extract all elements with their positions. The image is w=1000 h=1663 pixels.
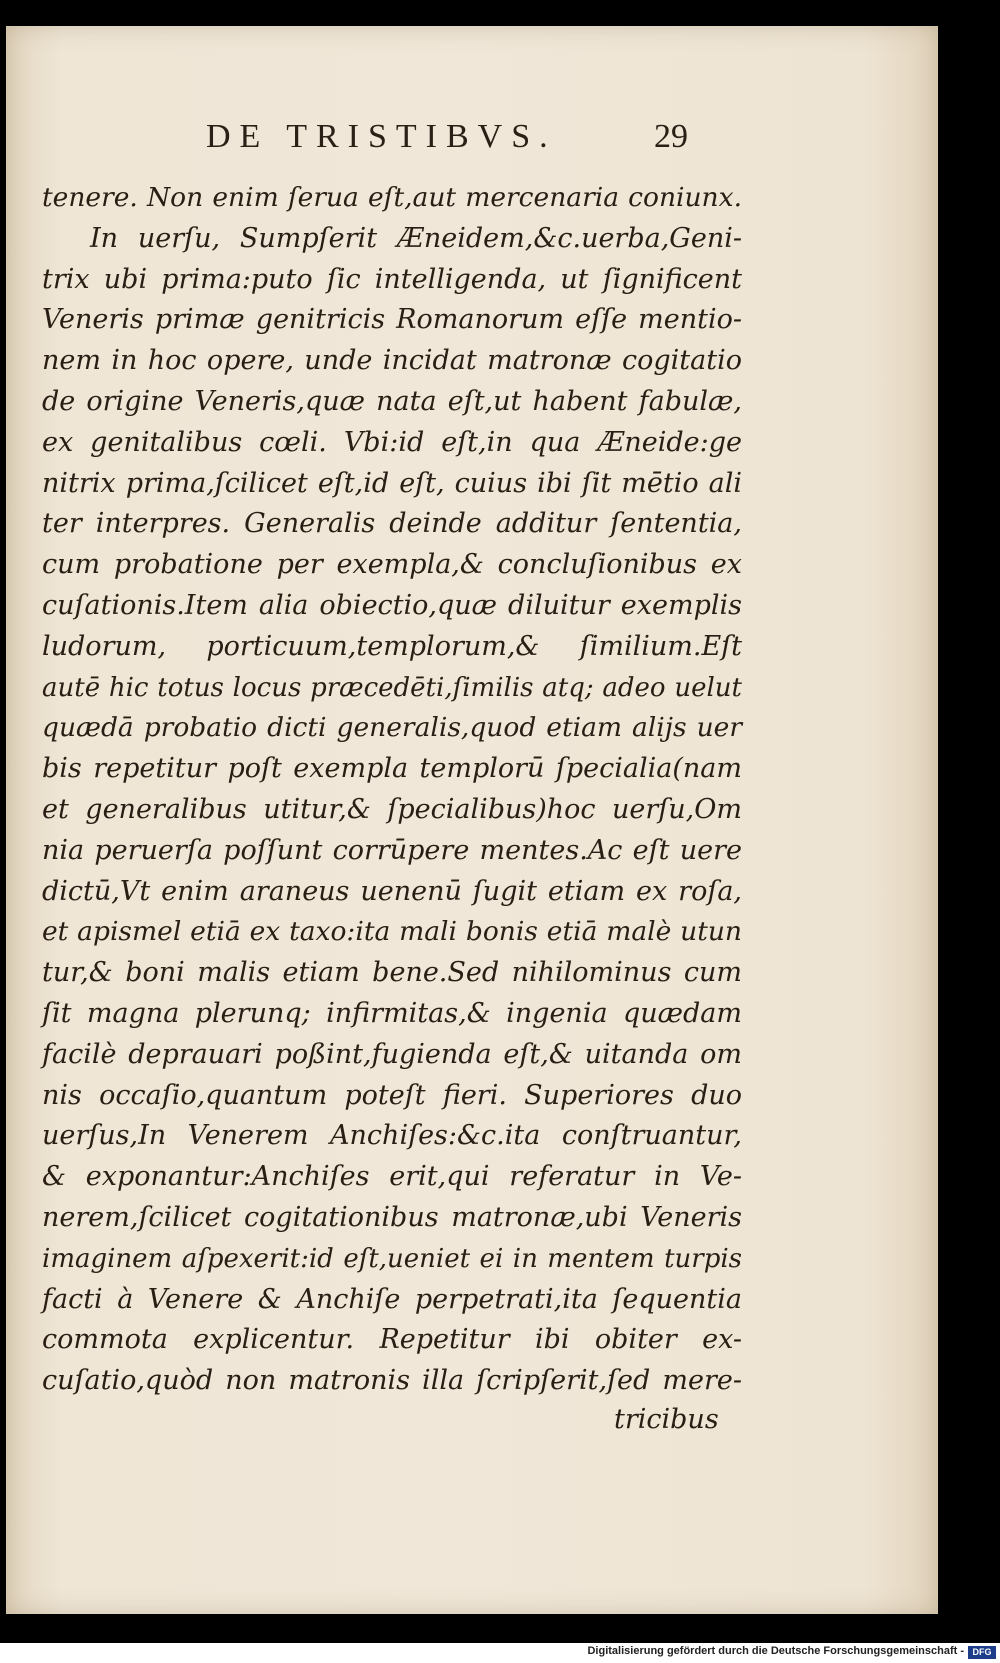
- text-line: nitrix prima,ſcilicet eſt,id eſt, cuius ibi ſit mētio ali: [42, 467, 742, 499]
- book-page: [6, 26, 938, 1614]
- dfg-logo-icon: DFG: [968, 1646, 996, 1659]
- text-line: commota explicentur. Repetitur ibi obiter ex-: [42, 1324, 742, 1356]
- text-line: tenere. Non enim ſerua eſt,aut mercenaria coniunx.: [42, 182, 742, 213]
- text-line: imaginem aſpexerit:id eſt,ueniet ei in mentem turpis: [42, 1243, 742, 1274]
- text-line: nis occaſio,quantum poteſt fieri. Superiores duo: [42, 1079, 742, 1111]
- page-header: [6, 118, 938, 164]
- text-line: et generalibus utitur,& ſpecialibus)hoc uerſu,Om: [42, 793, 742, 825]
- text-line: et apismel etiā ex taxo:ita mali bonis etiā malè utun: [42, 916, 742, 948]
- text-line: nem in hoc opere, unde incidat matronæ cogitatio: [42, 345, 742, 377]
- text-line: cuſationis.Item alia obiectio,quæ diluitur exemplis: [42, 589, 742, 621]
- text-line: facti à Venere & Anchiſe perpetrati,ita ſequentia: [42, 1283, 742, 1315]
- text-line: autē hic totus locus præcedēti,ſimilis atq; adeo uelut: [42, 672, 742, 703]
- text-line: cum probatione per exempla,& concluſionibus ex: [42, 549, 742, 581]
- body-text: [42, 178, 742, 1402]
- text-line: ludorum, porticuum,templorum,& ſimilium.Eſt: [42, 630, 742, 662]
- text-line: facilè deprauari poßint,fugienda eſt,& uitanda om: [42, 1038, 742, 1070]
- text-line: ter interpres. Generalis deinde additur ſententia,: [42, 508, 742, 540]
- text-line: In uerſu, Sumpſerit Æneidem,&c.uerba,Geni-: [90, 222, 742, 254]
- text-line: & exponantur:Anchiſes erit,qui referatur in Ve-: [42, 1161, 742, 1193]
- text-line: quædā probatio dicti generalis,quod etiam alijs uer: [42, 712, 742, 744]
- text-line: trix ubi prima:puto ſic intelligenda, ut ſignificent: [42, 263, 742, 295]
- digitization-footer: [0, 1643, 1000, 1663]
- text-line: cuſatio,quòd non matronis illa ſcripſerit,ſed mere-: [42, 1365, 742, 1397]
- text-line: ſit magna plerunq; infirmitas,& ingenia quædam: [42, 997, 742, 1029]
- running-head: DE TRISTIBVS.: [206, 118, 557, 155]
- page-number: 29: [654, 118, 688, 155]
- text-line: nia peruerſa poſſunt corrūpere mentes.Ac eſt uere: [42, 834, 742, 866]
- catchword: tricibus: [614, 1404, 719, 1435]
- text-line: Veneris primæ genitricis Romanorum eſſe mentio-: [42, 304, 742, 336]
- text-line: tur,& boni malis etiam bene.Sed nihilominus cum: [42, 957, 742, 989]
- text-line: uerſus,In Venerem Anchiſes:&c.ita conſtruantur,: [42, 1120, 742, 1152]
- text-line: ex genitalibus cœli. Vbi:id eſt,in qua Æneide:ge: [42, 426, 742, 458]
- text-line: nerem,ſcilicet cogitationibus matronæ,ubi Veneris: [42, 1201, 742, 1233]
- footer-credit: Digitalisierung gefördert durch die Deutsche Forschungsgemeinschaft -: [587, 1645, 964, 1657]
- text-line: bis repetitur poſt exempla templorū ſpecialia(nam: [42, 753, 742, 785]
- text-line: de origine Veneris,quæ nata eſt,ut habent fabulæ,: [42, 385, 742, 417]
- text-line: dictū,Vt enim araneus uenenū ſugit etiam ex roſa,: [42, 875, 742, 907]
